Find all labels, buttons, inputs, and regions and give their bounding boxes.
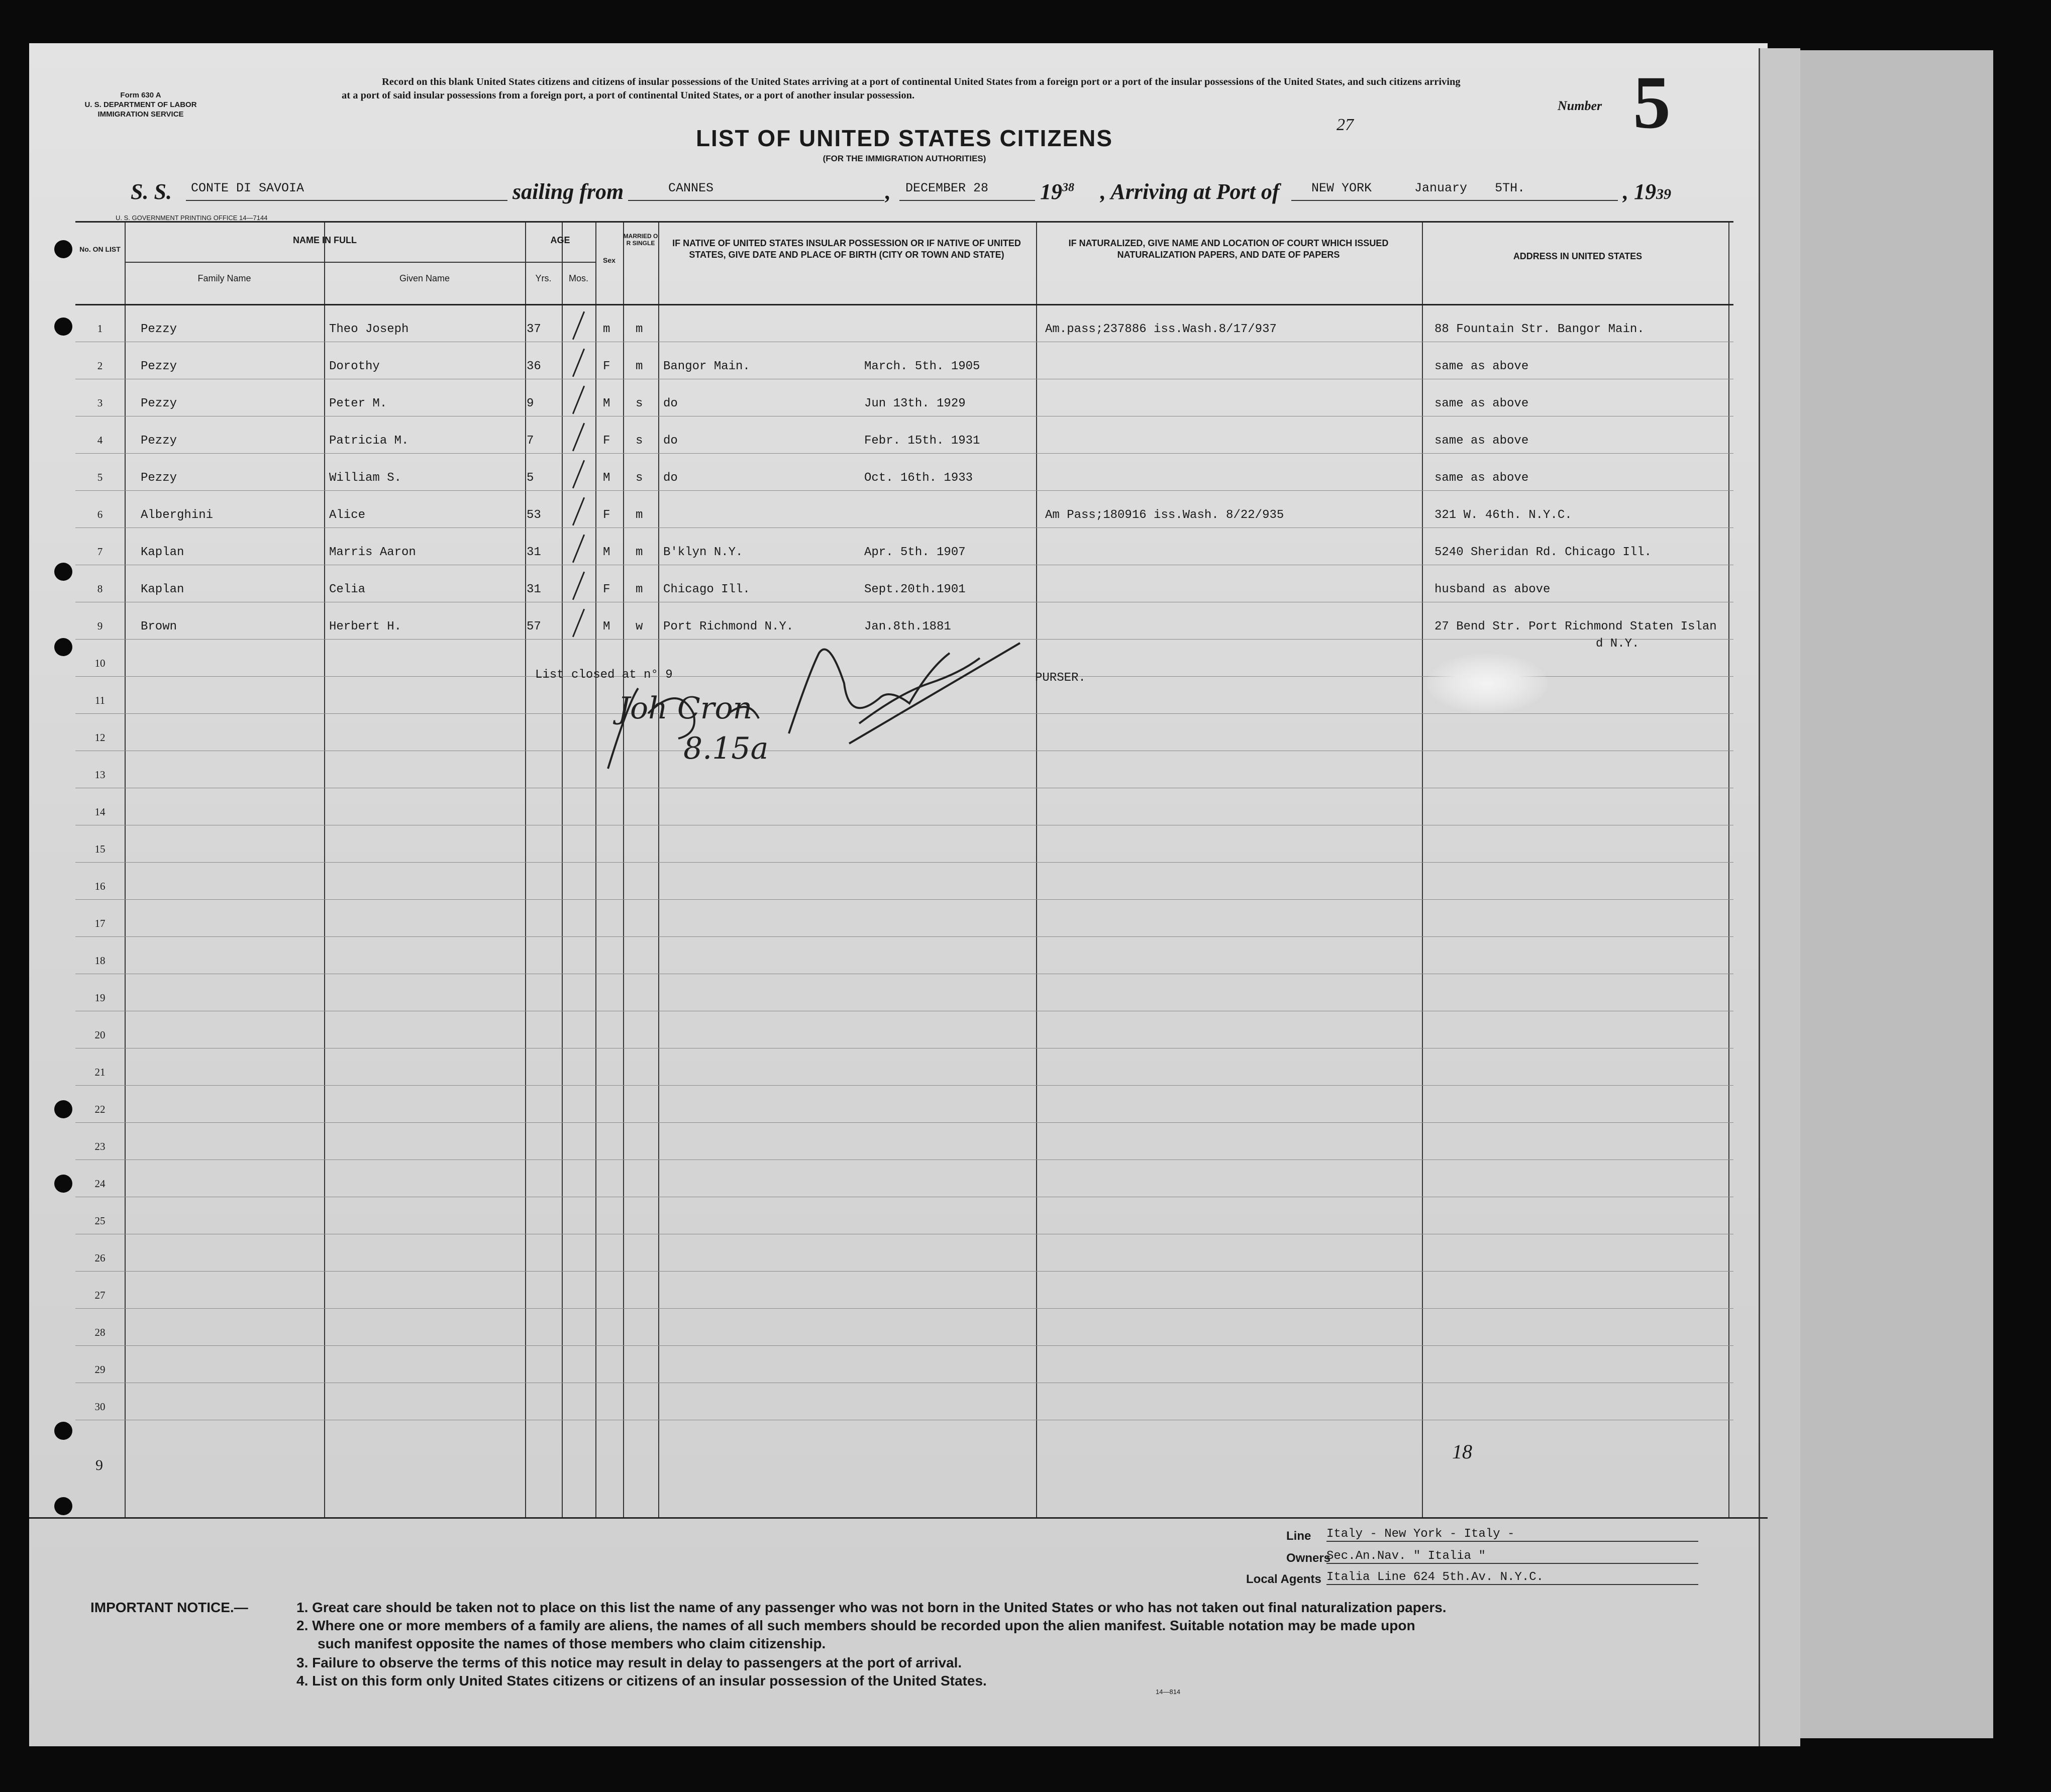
sheet-edge <box>1759 48 1800 1746</box>
row-number: 5 <box>97 471 103 483</box>
sex: M <box>603 397 610 410</box>
number-label: Number <box>1558 98 1602 113</box>
birth-date: Jan.8th.1881 <box>864 620 951 634</box>
row-rule <box>75 490 1733 491</box>
row-number: 8 <box>97 583 103 595</box>
row-number: 1 <box>97 323 103 335</box>
age-years: 9 <box>527 397 534 410</box>
printing-office-note: U. S. GOVERNMENT PRINTING OFFICE 14—7144 <box>116 214 268 222</box>
marital-status: s <box>636 471 643 485</box>
family-name: Pezzy <box>141 360 177 373</box>
ss-label: S. S. <box>131 179 172 204</box>
arrival-field <box>1291 181 1618 201</box>
row-number: 9 <box>97 620 103 632</box>
row-number: 4 <box>97 434 103 446</box>
purser-label: PURSER. <box>1035 671 1086 685</box>
binder-hole <box>54 1100 72 1118</box>
row-number: 27 <box>94 1289 106 1301</box>
birth-place: Port Richmond N.Y. <box>663 620 794 634</box>
address-overflow: d N.Y. <box>1596 637 1639 651</box>
port-to: NEW YORK <box>1311 181 1372 195</box>
given-name: Marris Aaron <box>329 546 416 559</box>
row-number: 25 <box>94 1215 106 1227</box>
header-naturalized: IF NATURALIZED, GIVE NAME AND LOCATION OF COURT WHICH ISSUED NATURALIZATION PAPERS, AND DATE OF PAPERS <box>1068 238 1389 260</box>
birth-place: B'klyn N.Y. <box>663 546 743 559</box>
sailing-label: sailing from <box>512 179 624 204</box>
binder-hole <box>54 1175 72 1193</box>
us-address: husband as above <box>1434 583 1551 596</box>
passenger-table <box>75 221 1733 1519</box>
header-no-on-list: No. ON LIST <box>79 245 121 253</box>
header-yrs: Yrs. <box>535 273 552 283</box>
row-number: 23 <box>94 1140 106 1152</box>
arrival-month: January <box>1414 181 1468 195</box>
marital-status: m <box>636 323 643 336</box>
row-number: 6 <box>97 508 103 520</box>
binder-hole <box>54 638 72 656</box>
row-number: 11 <box>94 694 106 706</box>
row-number: 29 <box>94 1363 106 1376</box>
line-value: Italy - New York - Italy - <box>1326 1527 1698 1542</box>
given-name: Herbert H. <box>329 620 402 634</box>
port-from-field <box>628 181 884 201</box>
arrival-year: , 1939 <box>1623 179 1671 204</box>
tally-number: 18 <box>1452 1440 1472 1463</box>
port-from: CANNES <box>668 181 714 195</box>
marital-status: m <box>636 546 643 559</box>
birth-date: Febr. 15th. 1931 <box>864 434 980 448</box>
sex: F <box>603 434 610 448</box>
birth-date: March. 5th. 1905 <box>864 360 980 373</box>
notice-title: IMPORTANT NOTICE.— <box>90 1600 248 1615</box>
date-from: DECEMBER 28 <box>905 181 989 195</box>
header-address: ADDRESS IN UNITED STATES <box>1513 251 1643 261</box>
faded-stamp <box>1427 653 1548 713</box>
ship-name-field <box>186 181 507 201</box>
months-dash-mark <box>572 311 585 340</box>
list-number: 5 <box>1633 61 1671 144</box>
line-label: Line <box>1286 1529 1311 1543</box>
months-dash-mark <box>572 572 585 600</box>
local-agents-value: Italia Line 624 5th.Av. N.Y.C. <box>1326 1570 1698 1585</box>
family-name: Pezzy <box>141 471 177 485</box>
background-sheet-edge <box>1799 50 1993 1738</box>
given-name: Dorothy <box>329 360 380 373</box>
months-dash-mark <box>572 349 585 377</box>
row-rule <box>75 862 1733 863</box>
notice-item-1: 1. Great care should be taken not to place on this list the name of any passenger who was not born in the United States or who has not taken out final naturalization papers. <box>296 1600 1447 1615</box>
notice-item-4: 4. List on this form only United States citizens or citizens of an insular possession of the United States. <box>296 1673 987 1689</box>
row-number: 2 <box>97 360 103 372</box>
us-address: same as above <box>1434 471 1529 485</box>
given-name: William S. <box>329 471 402 485</box>
age-years: 7 <box>527 434 534 448</box>
handwritten-note: Joh Cron <box>618 691 753 726</box>
birth-date: Sept.20th.1901 <box>864 583 966 596</box>
header-sex: Sex <box>603 256 616 264</box>
months-dash-mark <box>572 386 585 414</box>
header-given-name: Given Name <box>399 273 450 283</box>
margin-mark: 9 <box>95 1457 103 1473</box>
form-instructions: Record on this blank United States citizens and citizens of insular possessions of the United States arriving at a port of continental United States from a foreign port or a port of the insular possessions of the United States, and such citizens arriving at a port of said insular possessions from a foreign port, a port of continental United States, or a port of another insular possession. <box>342 76 1461 101</box>
notice-item-2-cont: such manifest opposite the names of those members who claim citizenship. <box>318 1636 826 1651</box>
birth-place: Chicago Ill. <box>663 583 750 596</box>
header-family-name: Family Name <box>197 273 251 283</box>
birth-place: Bangor Main. <box>663 360 750 373</box>
notice-item-3: 3. Failure to observe the terms of this notice may result in delay to passengers at the port of arrival. <box>296 1655 962 1670</box>
given-name: Peter M. <box>329 397 387 410</box>
page-subtitle: (FOR THE IMMIGRATION AUTHORITIES) <box>823 154 986 163</box>
marital-status: s <box>636 434 643 448</box>
row-rule <box>75 1085 1733 1086</box>
row-number: 7 <box>97 546 103 558</box>
marital-status: m <box>636 360 643 373</box>
binder-hole <box>54 318 72 336</box>
birth-date: Apr. 5th. 1907 <box>864 546 966 559</box>
naturalization-papers: Am Pass;180916 iss.Wash. 8/22/935 <box>1045 508 1284 522</box>
header-age: AGE <box>550 235 570 245</box>
family-name: Kaplan <box>141 583 184 596</box>
ship-name: CONTE DI SAVOIA <box>191 181 304 195</box>
row-number: 13 <box>94 769 106 781</box>
us-address: same as above <box>1434 360 1529 373</box>
arriving-label: , Arriving at Port of <box>1100 179 1280 204</box>
owners-label: Owners <box>1286 1551 1331 1565</box>
family-name: Kaplan <box>141 546 184 559</box>
binder-hole <box>54 240 72 258</box>
birth-place: do <box>663 397 678 410</box>
row-number: 20 <box>94 1029 106 1041</box>
row-rule <box>75 1159 1733 1160</box>
binder-hole <box>54 1497 72 1515</box>
us-address: 88 Fountain Str. Bangor Main. <box>1434 323 1645 336</box>
local-agents-label: Local Agents <box>1246 1572 1321 1586</box>
given-name: Theo Joseph <box>329 323 409 336</box>
marital-status: m <box>636 508 643 522</box>
list-closed-note: List closed at n° 9 <box>535 668 673 682</box>
row-number: 26 <box>94 1252 106 1264</box>
months-dash-mark <box>572 460 585 489</box>
sex: F <box>603 360 610 373</box>
handwritten-time: 8.15a <box>683 731 769 766</box>
us-address: same as above <box>1434 434 1529 448</box>
birth-date: Oct. 16th. 1933 <box>864 471 973 485</box>
us-address: 321 W. 46th. N.Y.C. <box>1434 508 1572 522</box>
row-number: 19 <box>94 992 106 1004</box>
naturalization-papers: Am.pass;237886 iss.Wash.8/17/937 <box>1045 323 1277 336</box>
marital-status: m <box>636 583 643 596</box>
row-rule <box>75 1271 1733 1272</box>
birth-date: Jun 13th. 1929 <box>864 397 966 410</box>
row-number: 3 <box>97 397 103 409</box>
sex: F <box>603 508 610 522</box>
age-years: 53 <box>527 508 541 522</box>
age-years: 31 <box>527 546 541 559</box>
months-dash-mark <box>572 497 585 526</box>
age-years: 36 <box>527 360 541 373</box>
form-identifier <box>60 90 221 119</box>
age-years: 5 <box>527 471 534 485</box>
row-rule <box>75 1122 1733 1123</box>
row-number: 22 <box>94 1103 106 1115</box>
given-name: Alice <box>329 508 366 522</box>
header-name-in-full: NAME IN FULL <box>293 235 357 245</box>
row-rule <box>75 1308 1733 1309</box>
row-number: 14 <box>94 806 106 818</box>
row-number: 17 <box>94 917 106 929</box>
service-name: IMMIGRATION SERVICE <box>97 110 184 119</box>
row-number: 12 <box>94 731 106 744</box>
given-name: Celia <box>329 583 366 596</box>
sex: M <box>603 620 610 634</box>
months-dash-mark <box>572 535 585 563</box>
row-rule <box>75 1345 1733 1346</box>
header-mos: Mos. <box>568 273 588 283</box>
sex: M <box>603 471 610 485</box>
row-number: 16 <box>94 880 106 892</box>
row-rule <box>75 453 1733 454</box>
row-number: 18 <box>94 955 106 967</box>
row-number: 24 <box>94 1178 106 1190</box>
us-address: 5240 Sheridan Rd. Chicago Ill. <box>1434 546 1652 559</box>
arrival-day: 5TH. <box>1495 181 1525 195</box>
header-married-single: MARRIED OR SINGLE <box>623 233 658 247</box>
us-address: 27 Bend Str. Port Richmond Staten Islan <box>1434 620 1717 634</box>
age-years: 31 <box>527 583 541 596</box>
row-rule <box>75 936 1733 937</box>
row-number: 10 <box>94 657 106 669</box>
months-dash-mark <box>572 423 585 452</box>
row-number: 28 <box>94 1326 106 1338</box>
sex: M <box>603 546 610 559</box>
family-name: Pezzy <box>141 323 177 336</box>
handwritten-number: 27 <box>1337 116 1354 134</box>
us-address: same as above <box>1434 397 1529 410</box>
family-name: Alberghini <box>141 508 214 522</box>
header-native-birth: IF NATIVE OF UNITED STATES INSULAR POSSESSION OR IF NATIVE OF UNITED STATES, GIVE DATE AND PLACE OF BIRTH (CITY OR TOWN AND STATE) <box>672 238 1021 260</box>
age-years: 57 <box>527 620 541 634</box>
department-name: U. S. DEPARTMENT OF LABOR <box>84 100 197 109</box>
date-from-field <box>899 181 1035 201</box>
family-name: Pezzy <box>141 434 177 448</box>
year-from: $19^{38}$ <box>1040 179 1074 204</box>
row-number: 21 <box>94 1066 106 1078</box>
binder-hole <box>54 563 72 581</box>
sex: F <box>603 583 610 596</box>
row-rule <box>75 899 1733 900</box>
form-number: Form 630 A <box>120 91 161 99</box>
family-name: Brown <box>141 620 177 634</box>
row-number: 15 <box>94 843 106 855</box>
print-code: 14—814 <box>1156 1688 1181 1696</box>
owners-value: Sec.An.Nav. " Italia " <box>1326 1549 1698 1564</box>
sex: m <box>603 323 610 336</box>
binder-hole <box>54 1422 72 1440</box>
age-years: 37 <box>527 323 541 336</box>
birth-place: do <box>663 471 678 485</box>
family-name: Pezzy <box>141 397 177 410</box>
birth-place: do <box>663 434 678 448</box>
page-title: LIST OF UNITED STATES CITIZENS <box>695 125 1113 151</box>
row-number: 30 <box>94 1401 106 1413</box>
notice-item-2: 2. Where one or more members of a family are aliens, the names of all such members should be recorded upon the alien manifest. Suitable notation may be made upon <box>296 1618 1415 1633</box>
marital-status: s <box>636 397 643 410</box>
given-name: Patricia M. <box>329 434 409 448</box>
marital-status: w <box>636 620 643 634</box>
